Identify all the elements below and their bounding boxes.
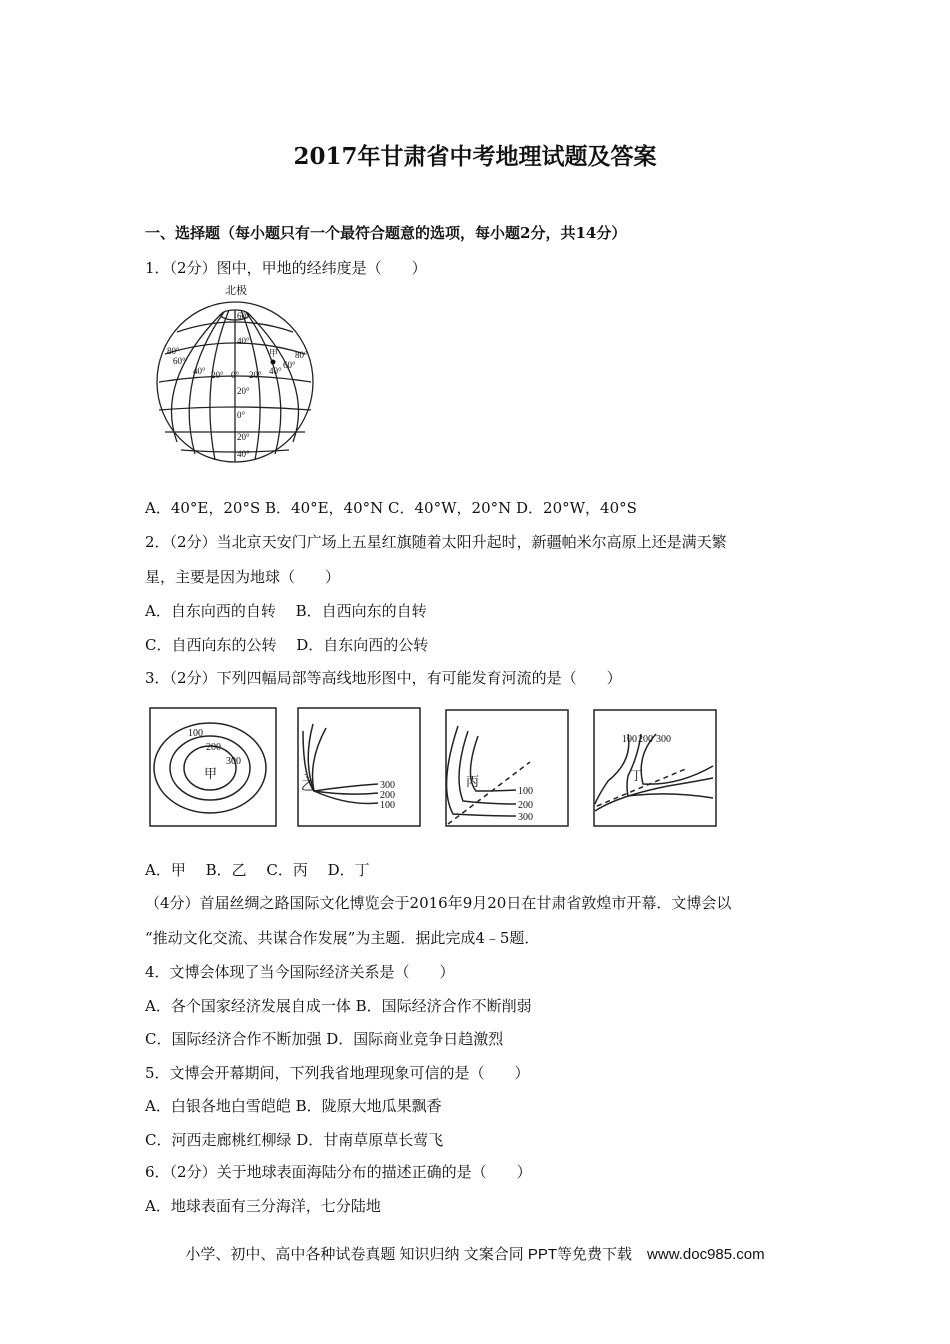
q2-options-1: A．自东向西的自转 B．自西向东的自转 xyxy=(145,602,427,620)
q4-options-2: C．国际经济合作不断加强 D．国际商业竞争日趋激烈 xyxy=(145,1030,504,1048)
lon-label: 80° xyxy=(295,350,308,360)
lon-label: 20° xyxy=(249,370,262,380)
contour-label: 200 xyxy=(380,790,395,801)
q6-stem: 6．（2分）关于地球表面海陆分布的描述正确的是（ ） xyxy=(145,1163,532,1181)
contour-label: 300 xyxy=(656,734,671,745)
q1-stem: 1．（2分）图中，甲地的经纬度是（ ） xyxy=(145,259,427,277)
lat-label: 0° xyxy=(237,410,246,420)
contour-label: 200 xyxy=(206,742,221,753)
map-label: 丁 xyxy=(630,768,644,783)
section-heading: 一、选择题（每小题只有一个最符合题意的选项，每小题2分，共14分） xyxy=(145,224,627,242)
lat-label: 20° xyxy=(237,386,250,396)
intro-line-2: “推动文化交流、共谋合作发展”为主题．据此完成4﹣5题． xyxy=(145,929,540,947)
page-title: 2017年甘肃省中考地理试题及答案 xyxy=(293,143,657,170)
point-jia xyxy=(271,360,276,365)
q2-stem-2: 星，主要是因为地球（ ） xyxy=(145,568,341,586)
contour-maps-figure xyxy=(148,706,728,831)
q3-options: A．甲 B．乙 C．丙 D．丁 xyxy=(145,861,370,879)
contour-label: 300 xyxy=(226,756,241,767)
q5-options-2: C．河西走廊桃红柳绿 D．甘南草原草长莺飞 xyxy=(145,1131,444,1149)
q5-stem: 5．文博会开幕期间，下列我省地理现象可信的是（ ） xyxy=(145,1064,530,1082)
contour-label: 300 xyxy=(380,780,395,791)
q4-options-1: A．各个国家经济发展自成一体 B．国际经济合作不断削弱 xyxy=(145,997,532,1015)
q4-stem: 4．文博会体现了当今国际经济关系是（ ） xyxy=(145,963,455,981)
footer-link[interactable]: 小学、初中、高中各种试卷真题 知识归纳 文案合同 PPT等免费下载 www.doc985.com xyxy=(185,1246,765,1263)
q2-stem-1: 2．（2分）当北京天安门广场上五星红旗随着太阳升起时，新疆帕米尔高原上还是满天繁 xyxy=(145,533,727,551)
q2-options-2: C．自西向东的公转 D．自东向西的公转 xyxy=(145,636,429,654)
q3-stem: 3．（2分）下列四幅局部等高线地形图中，有可能发育河流的是（ ） xyxy=(145,669,622,687)
contour-label: 100 xyxy=(518,786,533,797)
q1-options: A．40°E，20°S B．40°E，40°N C．40°W，20°N D．20°W，40°S xyxy=(145,499,637,517)
lon-label: 40° xyxy=(269,366,282,376)
contour-label: 100 xyxy=(380,800,395,811)
map-label: 甲 xyxy=(204,766,218,781)
lat-label: 60° xyxy=(237,311,250,321)
q5-options-1: A．白银各地白雪皑皑 B．陇原大地瓜果飘香 xyxy=(145,1097,442,1115)
globe-figure xyxy=(145,282,315,467)
contour-label: 300 xyxy=(518,812,533,823)
pole-label: 北极 xyxy=(225,285,247,297)
contour-label: 100 xyxy=(622,734,637,745)
map-label: 乙 xyxy=(301,778,315,793)
lon-label: 60° xyxy=(283,360,296,370)
lat-label: 40° xyxy=(237,449,250,459)
lat-label: 40° xyxy=(237,336,250,346)
lon-label: 20° xyxy=(211,370,224,380)
point-label: 甲 xyxy=(269,348,279,358)
lon-label: 60° xyxy=(173,356,186,366)
map-label: 丙 xyxy=(466,774,480,789)
lon-label: 0° xyxy=(231,370,240,380)
contour-label: 200 xyxy=(518,800,533,811)
lat-label: 20° xyxy=(237,432,250,442)
intro-line-1: （4分）首届丝绸之路国际文化博览会于2016年9月20日在甘肃省敦煌市开幕．文博会以 xyxy=(145,894,732,912)
contour-label: 100 xyxy=(188,728,203,739)
q6-options-1: A．地球表面有三分海洋，七分陆地 xyxy=(145,1197,381,1215)
contour-label: 200 xyxy=(638,734,653,745)
lon-label: 80° xyxy=(167,346,180,356)
lon-label: 40° xyxy=(193,366,206,376)
